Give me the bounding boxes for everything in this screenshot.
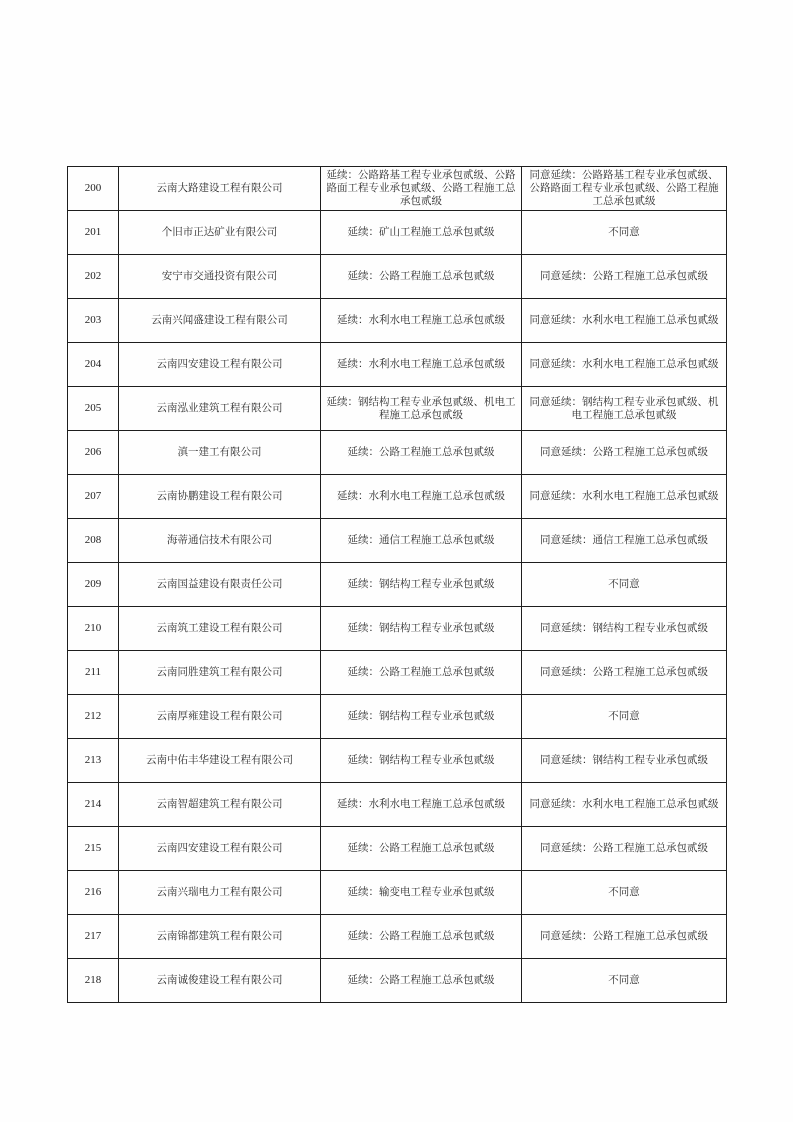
review-opinion: 不同意 bbox=[522, 959, 727, 1003]
application-item: 延续：水利水电工程施工总承包贰级 bbox=[321, 783, 522, 827]
company-name: 云南协鹏建设工程有限公司 bbox=[119, 475, 321, 519]
review-opinion: 同意延续：水利水电工程施工总承包贰级 bbox=[522, 299, 727, 343]
review-opinion: 同意延续：水利水电工程施工总承包贰级 bbox=[522, 475, 727, 519]
review-opinion: 同意延续：钢结构工程专业承包贰级 bbox=[522, 739, 727, 783]
review-opinion: 不同意 bbox=[522, 871, 727, 915]
table-row bbox=[68, 915, 727, 959]
application-item: 延续：水利水电工程施工总承包贰级 bbox=[321, 343, 522, 387]
row-number: 213 bbox=[68, 739, 119, 783]
table-row bbox=[68, 959, 727, 1003]
table-row bbox=[68, 651, 727, 695]
table-row bbox=[68, 739, 727, 783]
application-item: 延续：公路路基工程专业承包贰级、公路路面工程专业承包贰级、公路工程施工总承包贰级 bbox=[321, 167, 522, 211]
row-number: 208 bbox=[68, 519, 119, 563]
table-row bbox=[68, 783, 727, 827]
company-name: 云南同胜建筑工程有限公司 bbox=[119, 651, 321, 695]
table-row bbox=[68, 695, 727, 739]
application-item: 延续：输变电工程专业承包贰级 bbox=[321, 871, 522, 915]
review-opinion: 不同意 bbox=[522, 211, 727, 255]
application-item: 延续：通信工程施工总承包贰级 bbox=[321, 519, 522, 563]
review-opinion: 不同意 bbox=[522, 563, 727, 607]
row-number: 212 bbox=[68, 695, 119, 739]
review-opinion: 同意延续：通信工程施工总承包贰级 bbox=[522, 519, 727, 563]
application-item: 延续：公路工程施工总承包贰级 bbox=[321, 255, 522, 299]
row-number: 211 bbox=[68, 651, 119, 695]
review-opinion: 同意延续：水利水电工程施工总承包贰级 bbox=[522, 783, 727, 827]
review-opinion: 同意延续：公路工程施工总承包贰级 bbox=[522, 431, 727, 475]
company-name: 云南诚俊建设工程有限公司 bbox=[119, 959, 321, 1003]
row-number: 209 bbox=[68, 563, 119, 607]
application-item: 延续：钢结构工程专业承包贰级、机电工程施工总承包贰级 bbox=[321, 387, 522, 431]
row-number: 206 bbox=[68, 431, 119, 475]
review-opinion: 同意延续：公路工程施工总承包贰级 bbox=[522, 915, 727, 959]
company-name: 云南大路建设工程有限公司 bbox=[119, 167, 321, 211]
row-number: 207 bbox=[68, 475, 119, 519]
table-row bbox=[68, 475, 727, 519]
application-item: 延续：钢结构工程专业承包贰级 bbox=[321, 607, 522, 651]
review-opinion: 同意延续：公路工程施工总承包贰级 bbox=[522, 827, 727, 871]
company-name: 云南智超建筑工程有限公司 bbox=[119, 783, 321, 827]
row-number: 203 bbox=[68, 299, 119, 343]
review-opinion: 同意延续：钢结构工程专业承包贰级、机电工程施工总承包贰级 bbox=[522, 387, 727, 431]
review-opinion: 不同意 bbox=[522, 695, 727, 739]
review-opinion: 同意延续：水利水电工程施工总承包贰级 bbox=[522, 343, 727, 387]
row-number: 201 bbox=[68, 211, 119, 255]
review-opinion: 同意延续：公路工程施工总承包贰级 bbox=[522, 651, 727, 695]
row-number: 215 bbox=[68, 827, 119, 871]
row-number: 216 bbox=[68, 871, 119, 915]
company-name: 云南厚雍建设工程有限公司 bbox=[119, 695, 321, 739]
company-name: 安宁市交通投资有限公司 bbox=[119, 255, 321, 299]
row-number: 204 bbox=[68, 343, 119, 387]
company-name: 海蒂通信技术有限公司 bbox=[119, 519, 321, 563]
table-row bbox=[68, 211, 727, 255]
row-number: 210 bbox=[68, 607, 119, 651]
review-opinion: 同意延续：钢结构工程专业承包贰级 bbox=[522, 607, 727, 651]
table-row bbox=[68, 299, 727, 343]
row-number: 205 bbox=[68, 387, 119, 431]
company-name: 云南泓业建筑工程有限公司 bbox=[119, 387, 321, 431]
row-number: 217 bbox=[68, 915, 119, 959]
company-name: 云南兴瑞电力工程有限公司 bbox=[119, 871, 321, 915]
company-name: 云南四安建设工程有限公司 bbox=[119, 343, 321, 387]
table-row bbox=[68, 607, 727, 651]
qualification-table bbox=[67, 166, 727, 1003]
table-row bbox=[68, 343, 727, 387]
application-item: 延续：公路工程施工总承包贰级 bbox=[321, 431, 522, 475]
application-item: 延续：钢结构工程专业承包贰级 bbox=[321, 695, 522, 739]
application-item: 延续：水利水电工程施工总承包贰级 bbox=[321, 299, 522, 343]
company-name: 云南国益建设有限责任公司 bbox=[119, 563, 321, 607]
review-opinion: 同意延续：公路路基工程专业承包贰级、公路路面工程专业承包贰级、公路工程施工总承包贰级 bbox=[522, 167, 727, 211]
application-item: 延续：公路工程施工总承包贰级 bbox=[321, 827, 522, 871]
company-name: 云南四安建设工程有限公司 bbox=[119, 827, 321, 871]
table-row bbox=[68, 255, 727, 299]
table-row bbox=[68, 519, 727, 563]
table-row bbox=[68, 827, 727, 871]
company-name: 云南筑工建设工程有限公司 bbox=[119, 607, 321, 651]
table-body bbox=[68, 167, 727, 1003]
application-item: 延续：公路工程施工总承包贰级 bbox=[321, 651, 522, 695]
application-item: 延续：矿山工程施工总承包贰级 bbox=[321, 211, 522, 255]
application-item: 延续：钢结构工程专业承包贰级 bbox=[321, 739, 522, 783]
application-item: 延续：公路工程施工总承包贰级 bbox=[321, 959, 522, 1003]
table-row bbox=[68, 167, 727, 211]
company-name: 云南中佑丰华建设工程有限公司 bbox=[119, 739, 321, 783]
application-item: 延续：公路工程施工总承包贰级 bbox=[321, 915, 522, 959]
review-opinion: 同意延续：公路工程施工总承包贰级 bbox=[522, 255, 727, 299]
row-number: 214 bbox=[68, 783, 119, 827]
table-row bbox=[68, 563, 727, 607]
application-item: 延续：水利水电工程施工总承包贰级 bbox=[321, 475, 522, 519]
application-item: 延续：钢结构工程专业承包贰级 bbox=[321, 563, 522, 607]
company-name: 滇一建工有限公司 bbox=[119, 431, 321, 475]
company-name: 云南兴闻盛建设工程有限公司 bbox=[119, 299, 321, 343]
company-name: 云南锦都建筑工程有限公司 bbox=[119, 915, 321, 959]
table-row bbox=[68, 431, 727, 475]
table-row bbox=[68, 871, 727, 915]
row-number: 202 bbox=[68, 255, 119, 299]
row-number: 200 bbox=[68, 167, 119, 211]
row-number: 218 bbox=[68, 959, 119, 1003]
table-row bbox=[68, 387, 727, 431]
company-name: 个旧市正达矿业有限公司 bbox=[119, 211, 321, 255]
